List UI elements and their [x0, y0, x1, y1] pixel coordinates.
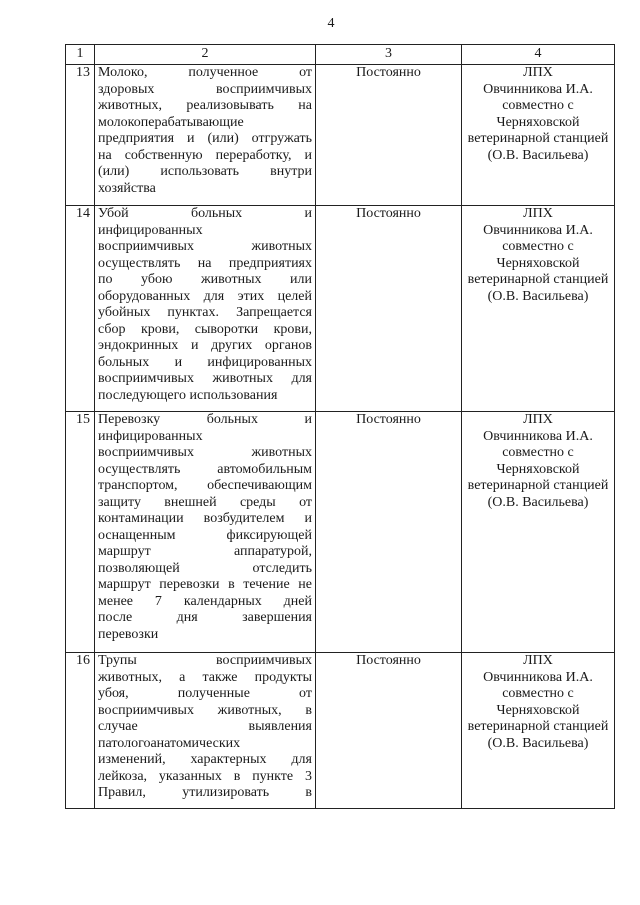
responsible-line: (О.В. Васильева) — [487, 147, 589, 163]
responsible-line: ветеринарной станцией — [467, 478, 609, 493]
measure-line: оборудованных для этих целей — [98, 288, 312, 304]
responsible-line: совместно с — [502, 98, 574, 113]
measure-line: Перевозку больных и — [98, 412, 312, 427]
responsible-line: (О.В. Васильева) — [487, 494, 589, 510]
measure-line: восприимчивых животных для — [98, 371, 312, 386]
responsible-line: Черняховской — [496, 461, 580, 477]
measure-line: убоя, полученные от — [98, 686, 312, 701]
measure-line: предприятия и (или) отгружать — [98, 131, 312, 146]
responsible-line: Черняховской — [496, 702, 580, 718]
table-row — [66, 653, 615, 809]
measure-line: позволяющей отследить — [98, 560, 312, 576]
measure-line: здоровых восприимчивых — [98, 81, 312, 97]
measure-line: инфицированных — [98, 222, 203, 238]
responsible-line: ветеринарной станцией — [467, 131, 609, 146]
responsible-line: ЛПХ — [523, 65, 553, 80]
measure-text — [95, 412, 316, 653]
header-col-4: 4 — [462, 45, 615, 65]
header-col-3: 3 — [316, 45, 462, 65]
measure-line: маршрут аппаратурой, — [98, 544, 312, 559]
responsible-line: Черняховской — [496, 114, 580, 130]
measure-line: патологоанатомических — [98, 735, 241, 751]
measure-line: сбор крови, сыворотки крови, — [98, 321, 312, 337]
responsible-line: Овчинникова И.А. — [483, 81, 593, 97]
page-number: 4 — [327, 16, 335, 31]
row-number: 16 — [66, 653, 95, 809]
table-row — [66, 206, 615, 412]
deadline-text: Постоянно — [316, 653, 462, 809]
measure-line: перевозки — [98, 626, 159, 642]
measure-line: инфицированных — [98, 428, 203, 444]
measure-line: на собственную переработку, и — [98, 147, 312, 163]
measure-line: Правил, утилизировать в — [98, 785, 312, 800]
measure-line: осуществлять автомобильным — [98, 461, 312, 477]
responsible-line: Овчинникова И.А. — [483, 222, 593, 238]
measure-line: после дня завершения — [98, 610, 312, 625]
responsible-line: совместно с — [502, 686, 574, 701]
measure-line: контаминации возбудителем и — [98, 511, 312, 526]
responsible-line: совместно с — [502, 239, 574, 254]
responsible-line: Овчинникова И.А. — [483, 428, 593, 444]
measure-line: оснащенным фиксирующей — [98, 527, 312, 543]
measure-line: восприимчивых животных, в — [98, 702, 312, 718]
responsible-line: (О.В. Васильева) — [487, 288, 589, 304]
measure-line: маршрут перевозки в течение не — [98, 577, 312, 592]
measure-line: хозяйства — [98, 180, 156, 196]
measure-line: лейкоза, указанных в пункте 3 — [98, 768, 312, 784]
table-row — [66, 65, 615, 206]
measure-line: животных, реализовывать на — [98, 98, 312, 113]
header-col-1: 1 — [66, 45, 95, 65]
measure-line: эндокринных и других органов — [98, 338, 312, 353]
responsible-text — [462, 412, 615, 653]
responsible-line: ЛПХ — [523, 653, 553, 668]
measure-line: молокоперабатывающие — [98, 114, 244, 130]
responsible-line: совместно с — [502, 445, 574, 460]
measure-line: (или) использовать внутри — [98, 164, 312, 179]
measure-line: животных, а также продукты — [98, 669, 312, 685]
row-number: 13 — [66, 65, 95, 206]
measure-line: по убою животных или — [98, 272, 312, 287]
row-number: 15 — [66, 412, 95, 653]
measure-line: изменений, характерных для — [98, 752, 312, 767]
responsible-text — [462, 65, 615, 206]
measure-line: осуществлять на предприятиях — [98, 255, 312, 271]
responsible-line: ветеринарной станцией — [467, 272, 609, 287]
measure-line: последующего использования — [98, 387, 278, 403]
measure-text — [95, 206, 316, 412]
responsible-line: ЛПХ — [523, 206, 553, 221]
responsible-line: Овчинникова И.А. — [483, 669, 593, 685]
measure-line: убойных пунктах. Запрещается — [98, 305, 312, 320]
measure-line: восприимчивых животных — [98, 445, 312, 460]
responsible-line: ЛПХ — [523, 412, 553, 427]
responsible-line: (О.В. Васильева) — [487, 735, 589, 751]
measure-line: защиту внешней среды от — [98, 494, 312, 510]
table-header-row — [66, 45, 615, 65]
responsible-line: Черняховской — [496, 255, 580, 271]
measure-line: случае выявления — [98, 719, 312, 734]
responsible-line: ветеринарной станцией — [467, 719, 609, 734]
measure-line: транспортом, обеспечивающим — [98, 478, 312, 493]
row-number: 14 — [66, 206, 95, 412]
responsible-text — [462, 206, 615, 412]
deadline-text: Постоянно — [316, 412, 462, 653]
table-row — [66, 412, 615, 653]
header-col-2: 2 — [95, 45, 316, 65]
measure-line: больных и инфицированных — [98, 354, 312, 370]
measures-table — [65, 44, 615, 809]
responsible-text — [462, 653, 615, 809]
measure-line: менее 7 календарных дней — [98, 593, 312, 609]
deadline-text: Постоянно — [316, 206, 462, 412]
measure-line: восприимчивых животных — [98, 239, 312, 254]
measure-text — [95, 65, 316, 206]
measure-line: Молоко, полученное от — [98, 65, 312, 80]
measure-line: Трупы восприимчивых — [98, 653, 312, 668]
deadline-text: Постоянно — [316, 65, 462, 206]
measure-line: Убой больных и — [98, 206, 312, 221]
measure-text — [95, 653, 316, 809]
